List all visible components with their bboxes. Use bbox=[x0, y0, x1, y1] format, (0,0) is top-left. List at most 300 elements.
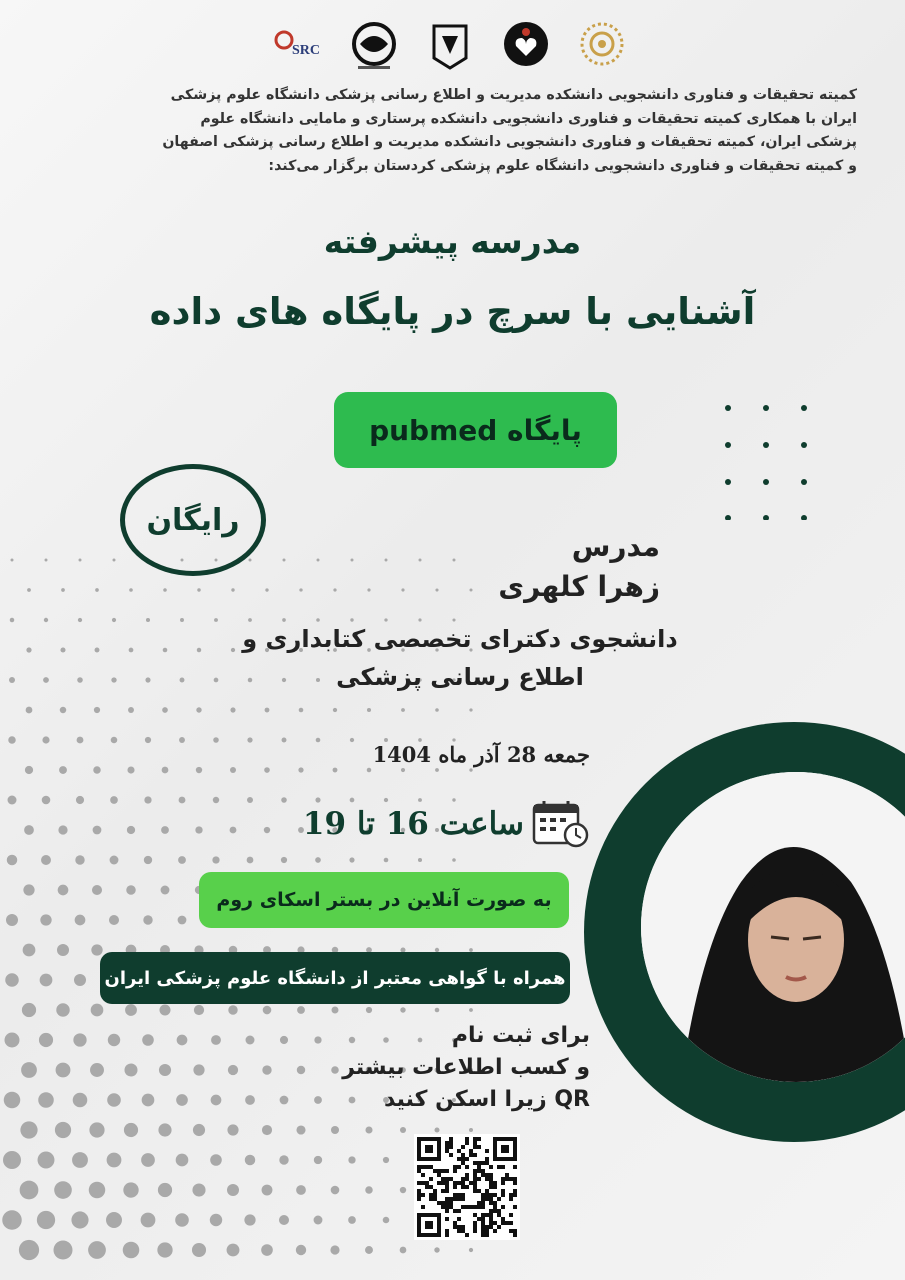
qr-cell bbox=[457, 1229, 461, 1233]
qr-cell bbox=[489, 1209, 493, 1213]
background-dot bbox=[384, 858, 389, 863]
qr-cell bbox=[513, 1205, 517, 1209]
background-dot bbox=[401, 768, 405, 772]
background-dot bbox=[41, 855, 51, 865]
qr-cell bbox=[497, 1209, 501, 1213]
background-dot bbox=[247, 737, 252, 742]
qr-cell bbox=[505, 1221, 509, 1225]
qr-cell bbox=[497, 1213, 501, 1217]
background-dot bbox=[61, 588, 65, 592]
background-dot bbox=[296, 1185, 306, 1195]
background-dot bbox=[351, 559, 354, 562]
background-dot bbox=[244, 1214, 255, 1225]
qr-cell bbox=[513, 1229, 517, 1233]
background-dot bbox=[263, 1006, 272, 1015]
background-dot bbox=[469, 1008, 473, 1012]
qr-cell bbox=[421, 1205, 425, 1209]
background-dot bbox=[163, 588, 167, 592]
background-dot bbox=[72, 1152, 88, 1168]
qr-cell bbox=[485, 1161, 489, 1165]
background-dot bbox=[331, 1006, 338, 1013]
background-dot bbox=[230, 827, 237, 834]
qr-cell bbox=[481, 1193, 485, 1197]
qr-cell bbox=[485, 1225, 489, 1229]
background-dot bbox=[214, 618, 218, 622]
qr-cell bbox=[489, 1181, 493, 1185]
background-dot bbox=[194, 1005, 204, 1015]
qr-cell bbox=[449, 1145, 453, 1149]
background-dot bbox=[299, 588, 302, 591]
qr-cell bbox=[513, 1165, 517, 1169]
background-dot bbox=[159, 1064, 171, 1076]
qr-cell bbox=[501, 1177, 505, 1181]
background-dot bbox=[230, 767, 236, 773]
background-dot bbox=[246, 1036, 255, 1045]
background-dot bbox=[265, 708, 270, 713]
background-dot bbox=[58, 885, 69, 896]
qr-cell bbox=[485, 1173, 489, 1177]
background-dot bbox=[419, 559, 422, 562]
qr-cell bbox=[437, 1201, 441, 1205]
qr-cell bbox=[461, 1197, 465, 1201]
background-dot bbox=[91, 1004, 104, 1017]
qr-cell bbox=[429, 1193, 433, 1197]
background-dot bbox=[365, 1186, 373, 1194]
qr-cell bbox=[481, 1205, 485, 1209]
qr-cell bbox=[465, 1173, 469, 1177]
decorative-dot-grid bbox=[720, 400, 810, 520]
background-dot bbox=[21, 1062, 37, 1078]
qr-cell bbox=[497, 1197, 501, 1201]
background-dot bbox=[249, 559, 252, 562]
background-dot bbox=[228, 1005, 237, 1014]
background-dot bbox=[299, 708, 304, 713]
background-dot bbox=[146, 618, 150, 622]
src-logo-text: SRC bbox=[292, 43, 321, 58]
qr-cell bbox=[445, 1177, 449, 1181]
qr-cell bbox=[465, 1185, 469, 1189]
qr-cell bbox=[469, 1181, 473, 1185]
qr-cell bbox=[477, 1217, 481, 1221]
qr-cell bbox=[509, 1221, 513, 1225]
intro-line-3: پزشکی ایران، کمیته تحقیقات و فناوری دانشجویی دانشکده مدیریت و اطلاع رسانی پزشکی اصفهان bbox=[162, 134, 857, 150]
qr-cell bbox=[453, 1181, 457, 1185]
background-dot bbox=[317, 559, 320, 562]
qr-cell bbox=[489, 1221, 493, 1225]
register-line-3: QR زیرا اسکن کنید bbox=[383, 1087, 590, 1112]
qr-cell bbox=[433, 1169, 437, 1173]
qr-cell bbox=[473, 1141, 477, 1145]
background-dot bbox=[469, 768, 472, 771]
background-dot bbox=[281, 857, 287, 863]
online-platform-pill: به صورت آنلاین در بستر اسکای روم bbox=[199, 872, 569, 928]
registration-text bbox=[300, 1020, 590, 1116]
qr-cell bbox=[501, 1165, 505, 1169]
background-dot bbox=[20, 1181, 39, 1200]
qr-cell bbox=[445, 1209, 449, 1213]
background-dot bbox=[158, 1123, 171, 1136]
qr-cell bbox=[425, 1181, 429, 1185]
background-dot bbox=[434, 1127, 439, 1132]
qr-cell bbox=[465, 1205, 469, 1209]
background-dot bbox=[279, 1215, 289, 1225]
background-dot bbox=[107, 1093, 121, 1107]
background-dot bbox=[90, 1063, 104, 1077]
background-dot bbox=[195, 826, 202, 833]
background-dot bbox=[124, 1123, 138, 1137]
qr-cell bbox=[509, 1177, 513, 1181]
qr-cell bbox=[481, 1217, 485, 1221]
qr-cell bbox=[481, 1169, 485, 1173]
background-dot bbox=[210, 1214, 222, 1226]
qr-cell bbox=[461, 1161, 465, 1165]
qr-cell bbox=[465, 1137, 469, 1141]
qr-cell bbox=[429, 1197, 433, 1201]
qr-cell bbox=[461, 1185, 465, 1189]
background-dot bbox=[330, 1245, 339, 1254]
qr-cell bbox=[445, 1201, 449, 1205]
qr-cell bbox=[481, 1161, 485, 1165]
background-dot bbox=[385, 559, 388, 562]
background-dot bbox=[145, 677, 150, 682]
qr-cell bbox=[465, 1157, 469, 1161]
qr-cell bbox=[493, 1181, 497, 1185]
background-dot bbox=[4, 1092, 21, 1109]
qr-cell bbox=[501, 1205, 505, 1209]
background-dot bbox=[38, 1092, 54, 1108]
qr-cell bbox=[501, 1217, 505, 1221]
qr-cell bbox=[441, 1177, 445, 1181]
background-dot bbox=[111, 677, 116, 682]
qr-cell bbox=[485, 1177, 489, 1181]
background-dot bbox=[23, 944, 36, 957]
background-dot bbox=[123, 1182, 138, 1197]
calendar-clock-icon bbox=[532, 799, 590, 849]
qr-cell bbox=[473, 1181, 477, 1185]
qr-cell bbox=[453, 1221, 457, 1225]
qr-cell bbox=[485, 1193, 489, 1197]
qr-cell bbox=[485, 1149, 489, 1153]
background-dot bbox=[110, 796, 118, 804]
intro-paragraph bbox=[77, 84, 857, 178]
qr-cell bbox=[477, 1169, 481, 1173]
qr-cell bbox=[437, 1181, 441, 1185]
qr-cell bbox=[421, 1181, 425, 1185]
background-dot bbox=[367, 768, 372, 773]
qr-cell bbox=[445, 1229, 449, 1233]
qr-cell bbox=[501, 1189, 505, 1193]
background-dot bbox=[298, 767, 303, 772]
background-dot bbox=[314, 1216, 323, 1225]
intro-line-2: ایران با همکاری کمیته تحقیقات و فناوری دانشجویی دانشکده پرستاری و مامایی دانشگاه علوم bbox=[200, 110, 857, 127]
background-dot bbox=[76, 796, 84, 804]
background-dot bbox=[230, 707, 235, 712]
qr-cell bbox=[477, 1177, 481, 1181]
qr-cell bbox=[493, 1229, 497, 1233]
background-dot bbox=[111, 737, 118, 744]
background-dot bbox=[129, 648, 134, 653]
background-dot bbox=[37, 1211, 55, 1229]
background-dot bbox=[400, 1127, 406, 1133]
background-dot bbox=[123, 1242, 140, 1259]
intro-line-1: کمیته تحقیقات و فناوری دانشجویی دانشکده مدیریت و اطلاع رسانی پزشکی دانشگاه علوم پزشکی bbox=[170, 87, 857, 103]
background-dot bbox=[418, 858, 422, 862]
qr-cell bbox=[461, 1225, 465, 1229]
qr-cell bbox=[421, 1173, 425, 1177]
background-dot bbox=[73, 1033, 86, 1046]
event-date: جمعه 28 آذر ماه 1404 bbox=[372, 742, 590, 767]
background-dot bbox=[350, 738, 354, 742]
background-dot bbox=[77, 677, 83, 683]
qr-cell bbox=[473, 1189, 477, 1193]
qr-cell bbox=[465, 1141, 469, 1145]
background-dot bbox=[296, 1125, 305, 1134]
qr-cell bbox=[445, 1233, 449, 1237]
background-dot bbox=[128, 707, 134, 713]
qr-cell bbox=[437, 1169, 441, 1173]
background-dot bbox=[180, 618, 184, 622]
src-logo-icon bbox=[270, 18, 326, 74]
qr-cell bbox=[441, 1181, 445, 1185]
background-dot bbox=[44, 618, 48, 622]
qr-cell bbox=[457, 1181, 461, 1185]
qr-cell bbox=[457, 1149, 461, 1153]
title-topic: آشنایی با سرچ در پایگاه های داده bbox=[149, 290, 756, 333]
qr-cell bbox=[441, 1169, 445, 1173]
qr-cell bbox=[445, 1197, 449, 1201]
qr-cell bbox=[473, 1225, 477, 1229]
qr-cell bbox=[457, 1217, 461, 1221]
background-dot bbox=[367, 588, 370, 591]
background-dot bbox=[89, 1122, 104, 1137]
background-dot bbox=[142, 1034, 154, 1046]
qr-cell bbox=[425, 1185, 429, 1189]
qr-cell bbox=[505, 1177, 509, 1181]
qr-cell bbox=[513, 1193, 517, 1197]
qr-cell bbox=[449, 1201, 453, 1205]
qr-cell bbox=[513, 1233, 517, 1237]
qr-cell bbox=[493, 1193, 497, 1197]
background-dot bbox=[210, 1154, 222, 1166]
background-dot bbox=[227, 1244, 240, 1257]
qr-cell bbox=[457, 1193, 461, 1197]
background-dot bbox=[145, 737, 151, 743]
qr-cell bbox=[489, 1177, 493, 1181]
faculty-logo-icon bbox=[422, 18, 478, 74]
background-dot bbox=[231, 588, 234, 591]
qr-cell bbox=[441, 1205, 445, 1209]
qr-cell bbox=[477, 1137, 481, 1141]
background-dot bbox=[92, 885, 102, 895]
qr-code-icon[interactable] bbox=[414, 1134, 520, 1240]
background-dot bbox=[227, 1124, 238, 1135]
qr-cell bbox=[441, 1201, 445, 1205]
background-dot bbox=[196, 767, 202, 773]
background-dot bbox=[279, 1155, 288, 1164]
background-dot bbox=[55, 1122, 71, 1138]
qr-cell bbox=[449, 1153, 453, 1157]
qr-cell bbox=[513, 1181, 517, 1185]
intro-line-4: و کمیته تحقیقات و فناوری دانشجویی دانشگاه علوم پزشکی کردستان برگزار می‌کند: bbox=[268, 157, 857, 174]
qr-cell bbox=[417, 1189, 421, 1193]
qr-cell bbox=[509, 1197, 513, 1201]
teacher-desc-line-1: دانشجوی دکترای تخصصی کتابداری و bbox=[242, 625, 678, 653]
qr-cell bbox=[445, 1141, 449, 1145]
background-dot bbox=[27, 588, 31, 592]
background-dot bbox=[38, 1152, 55, 1169]
background-dot bbox=[400, 1007, 405, 1012]
background-dot bbox=[126, 885, 135, 894]
qr-cell bbox=[477, 1201, 481, 1205]
qr-cell bbox=[457, 1225, 461, 1229]
background-dot bbox=[262, 1185, 273, 1196]
qr-cell bbox=[449, 1177, 453, 1181]
qr-cell bbox=[461, 1145, 465, 1149]
background-dot bbox=[383, 1217, 390, 1224]
qr-cell bbox=[465, 1233, 469, 1237]
qr-cell bbox=[489, 1185, 493, 1189]
background-dot bbox=[453, 559, 456, 562]
qr-cell bbox=[453, 1165, 457, 1169]
qr-cell bbox=[501, 1181, 505, 1185]
qr-cell bbox=[477, 1161, 481, 1165]
qr-cell bbox=[489, 1201, 493, 1205]
background-dot bbox=[383, 1157, 389, 1163]
background-dot bbox=[179, 737, 185, 743]
qr-cell bbox=[449, 1197, 453, 1201]
background-dot bbox=[109, 915, 119, 925]
background-dot bbox=[74, 974, 86, 986]
qr-cell bbox=[485, 1229, 489, 1233]
background-dot bbox=[316, 738, 321, 743]
background-dot bbox=[89, 1182, 106, 1199]
qr-cell bbox=[473, 1161, 477, 1165]
background-dot bbox=[88, 1241, 106, 1259]
qr-cell bbox=[465, 1165, 469, 1169]
background-dot bbox=[45, 559, 48, 562]
qr-cell bbox=[445, 1169, 449, 1173]
qr-cell bbox=[473, 1221, 477, 1225]
background-dot bbox=[228, 1065, 238, 1075]
background-dot bbox=[144, 856, 152, 864]
background-dot bbox=[231, 648, 235, 652]
background-dot bbox=[23, 884, 34, 895]
background-dot bbox=[42, 796, 51, 805]
background-dot bbox=[8, 796, 17, 805]
background-dot bbox=[193, 1124, 205, 1136]
background-dot bbox=[25, 766, 33, 774]
qr-cell bbox=[453, 1225, 457, 1229]
qr-cell bbox=[473, 1153, 477, 1157]
qr-cell bbox=[449, 1205, 453, 1209]
background-dot bbox=[56, 1003, 69, 1016]
background-dot bbox=[108, 1034, 120, 1046]
qr-cell bbox=[481, 1221, 485, 1225]
background-dot bbox=[141, 1153, 155, 1167]
background-dot bbox=[127, 826, 135, 834]
background-dot bbox=[333, 708, 337, 712]
background-dot bbox=[43, 677, 49, 683]
qr-cell bbox=[445, 1185, 449, 1189]
qr-cell bbox=[509, 1213, 513, 1217]
background-dot bbox=[19, 1240, 39, 1260]
background-dot bbox=[469, 708, 472, 711]
background-dot bbox=[78, 618, 82, 622]
background-dot bbox=[452, 858, 456, 862]
background-dot bbox=[93, 766, 101, 774]
event-time: ساعت 16 تا 19 bbox=[302, 806, 524, 842]
background-dot bbox=[245, 1095, 255, 1105]
qr-cell bbox=[493, 1205, 497, 1209]
background-dot bbox=[365, 1126, 372, 1133]
background-dot bbox=[112, 618, 116, 622]
qr-cell bbox=[477, 1145, 481, 1149]
background-dot bbox=[192, 1183, 205, 1196]
background-dot bbox=[8, 736, 16, 744]
qr-cell bbox=[493, 1221, 497, 1225]
qr-cell bbox=[469, 1153, 473, 1157]
background-dot bbox=[348, 1216, 356, 1224]
qr-cell bbox=[417, 1169, 421, 1173]
background-dot bbox=[333, 588, 336, 591]
background-dot bbox=[22, 1003, 36, 1017]
background-dot bbox=[245, 1155, 256, 1166]
qr-cell bbox=[437, 1173, 441, 1177]
background-dot bbox=[106, 1212, 122, 1228]
background-dot bbox=[2, 1210, 22, 1230]
qr-cell bbox=[441, 1189, 445, 1193]
qr-cell bbox=[489, 1217, 493, 1221]
background-dot bbox=[314, 1156, 322, 1164]
background-dot bbox=[107, 1153, 122, 1168]
heart-logo-icon bbox=[498, 18, 554, 74]
qr-cell bbox=[453, 1193, 457, 1197]
register-line-1: برای ثبت نام bbox=[451, 1023, 590, 1048]
background-dot bbox=[161, 886, 170, 895]
qr-cell bbox=[477, 1205, 481, 1209]
background-dot bbox=[158, 1183, 172, 1197]
qr-cell bbox=[457, 1165, 461, 1169]
teacher-label: مدرس bbox=[571, 530, 660, 563]
qr-cell bbox=[461, 1157, 465, 1161]
logo-row bbox=[270, 14, 630, 78]
background-dot bbox=[163, 648, 168, 653]
qr-cell bbox=[449, 1137, 453, 1141]
background-dot bbox=[265, 588, 268, 591]
qr-cell bbox=[473, 1137, 477, 1141]
qr-cell bbox=[481, 1213, 485, 1217]
qr-cell bbox=[461, 1181, 465, 1185]
qr-cell bbox=[497, 1225, 501, 1229]
background-dot bbox=[24, 825, 34, 835]
qr-cell bbox=[445, 1149, 449, 1153]
background-dot bbox=[175, 1213, 189, 1227]
background-dot bbox=[264, 827, 270, 833]
qr-cell bbox=[493, 1185, 497, 1189]
background-dot bbox=[58, 825, 67, 834]
background-dot bbox=[75, 855, 84, 864]
qr-cell bbox=[473, 1213, 477, 1217]
background-dot bbox=[57, 944, 69, 956]
background-dot bbox=[60, 647, 65, 652]
background-dot bbox=[124, 1063, 137, 1076]
background-dot bbox=[247, 797, 253, 803]
qr-cell bbox=[417, 1197, 421, 1201]
background-dot bbox=[435, 768, 439, 772]
qr-cell bbox=[469, 1149, 473, 1153]
background-dot bbox=[349, 857, 354, 862]
background-dot bbox=[113, 559, 116, 562]
